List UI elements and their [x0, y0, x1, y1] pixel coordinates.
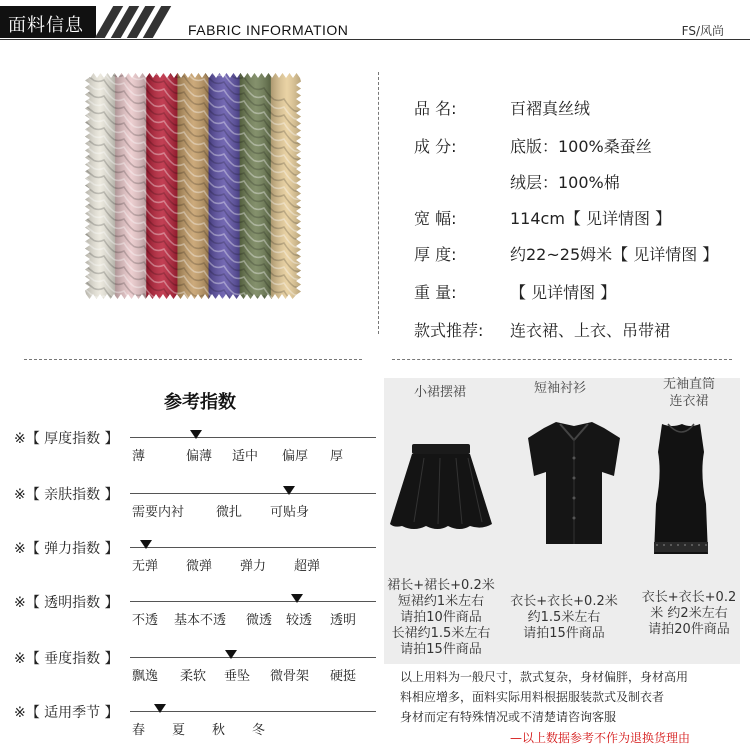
index-option: 需要内衬	[132, 505, 185, 520]
index-marker-icon	[283, 486, 295, 495]
index-row	[14, 648, 364, 688]
info-value: 绒层：100%棉	[510, 173, 620, 192]
info-label: 厚 度:	[414, 245, 457, 264]
note-line: 衣长+衣长+0.2米	[510, 594, 618, 609]
index-option: 柔软	[180, 669, 207, 684]
horizontal-divider	[24, 359, 362, 360]
index-option: 春	[132, 723, 146, 738]
index-label: ※【 垂度指数 】	[14, 651, 119, 667]
index-marker-icon	[190, 430, 202, 439]
garment-title-dress	[644, 376, 734, 410]
note-line: 约1.5米左右	[527, 610, 601, 625]
index-option: 薄	[132, 449, 146, 464]
index-option: 基本不透	[174, 613, 227, 628]
note-line: 请拍15件商品	[400, 642, 482, 657]
info-value: 【 见详情图 】	[510, 283, 617, 302]
index-option: 无弹	[132, 559, 159, 574]
fabric-strip-shade	[115, 72, 147, 300]
info-label: 款式推荐:	[414, 321, 484, 340]
index-option: 微弹	[186, 559, 213, 574]
garment-title-line: 连衣裙	[669, 394, 709, 409]
info-label: 成 分:	[414, 137, 457, 156]
index-scale-line	[130, 601, 376, 602]
index-option: 秋	[212, 723, 226, 738]
index-option: 偏薄	[186, 449, 213, 464]
index-option: 较透	[286, 613, 313, 628]
index-marker-icon	[291, 594, 303, 603]
index-option: 偏厚	[282, 449, 309, 464]
index-option: 夏	[172, 723, 186, 738]
note-line: 料相应增多，面料实际用料根据服装款式及制衣者	[400, 690, 665, 704]
info-label: 重 量:	[414, 283, 457, 302]
index-label: ※【 弹力指数 】	[14, 541, 119, 557]
reference-title: 参考指数	[164, 392, 236, 413]
fabric-strip-shade	[177, 72, 209, 300]
warning-note: —以上数据参考不作为退换货理由	[510, 731, 691, 745]
index-option: 可贴身	[270, 505, 310, 520]
index-scale-line	[130, 657, 376, 658]
fabric-swatch-image	[84, 72, 302, 300]
skirt-icon	[390, 444, 492, 529]
garment-note-shirt	[506, 594, 622, 642]
info-value: 约22~25姆米【 见详情图 】	[510, 245, 719, 264]
garment-title-line: 无袖直筒	[662, 377, 715, 392]
info-value: 114cm【 见详情图 】	[510, 209, 672, 228]
note-line: 请拍10件商品	[400, 610, 482, 625]
index-scale-line	[130, 493, 376, 494]
index-row	[14, 702, 364, 742]
info-value: 百褶真丝绒	[510, 99, 591, 118]
index-row	[14, 592, 364, 632]
header-subtitle: FABRIC INFORMATION	[188, 22, 349, 38]
garment-note-dress	[634, 590, 744, 638]
index-option: 垂坠	[224, 669, 251, 684]
note-line: 长裙约1.5米左右	[391, 626, 491, 641]
index-option: 微骨架	[270, 669, 310, 684]
shirt-icon	[528, 422, 620, 544]
index-label: ※【 透明指数 】	[14, 595, 119, 611]
index-option: 厚	[330, 449, 344, 464]
index-row	[14, 428, 364, 468]
dress-icon	[654, 424, 709, 554]
index-label: ※【 适用季节 】	[14, 705, 119, 721]
note-line: 短裙约1米左右	[397, 594, 485, 609]
horizontal-divider	[392, 359, 732, 360]
index-option: 透明	[330, 613, 357, 628]
note-line: 以上用料为一般尺寸，款式复杂，身材偏胖，身材高用	[400, 670, 689, 684]
info-label: 宽 幅:	[414, 209, 457, 228]
header	[0, 0, 750, 44]
index-option: 不透	[132, 613, 159, 628]
index-option: 冬	[252, 723, 266, 738]
header-title: 面料信息	[8, 15, 84, 36]
header-brand: FS/风尚	[681, 24, 724, 38]
header-divider	[0, 39, 750, 40]
index-option: 适中	[232, 449, 259, 464]
garment-title-shirt: 短袖衬衫	[533, 381, 586, 396]
vertical-divider	[378, 72, 379, 334]
fabric-strip-shade	[271, 72, 302, 300]
index-option: 微透	[246, 613, 273, 628]
index-scale-line	[130, 547, 376, 548]
note-line: 衣长+衣长+0.2	[641, 590, 737, 605]
index-marker-icon	[225, 650, 237, 659]
index-row	[14, 484, 364, 524]
garment-title-skirt: 小裙摆裙	[413, 385, 466, 400]
garment-illustrations	[384, 414, 740, 574]
info-label: 品 名:	[414, 99, 457, 118]
note-line: 请拍20件商品	[648, 622, 730, 637]
note-line: 米 约2米左右	[650, 606, 728, 621]
index-marker-icon	[140, 540, 152, 549]
index-scale-line	[130, 711, 376, 712]
index-option: 超弹	[294, 559, 321, 574]
garment-note-skirt	[386, 578, 496, 658]
note-line: 身材而定有特殊情况或不清楚请咨询客服	[400, 710, 617, 724]
index-row	[14, 538, 364, 578]
info-value: 连衣裙、上衣、吊带裙	[510, 321, 671, 340]
note-line: 裙长+裙长+0.2米	[387, 578, 495, 593]
index-label: ※【 亲肤指数 】	[14, 487, 119, 503]
index-label: ※【 厚度指数 】	[14, 431, 119, 447]
index-scale-line	[130, 437, 376, 438]
index-option: 弹力	[240, 559, 267, 574]
index-option: 飘逸	[132, 669, 159, 684]
index-option: 微扎	[216, 505, 243, 520]
index-marker-icon	[154, 704, 166, 713]
info-value: 底版：100%桑蚕丝	[510, 137, 652, 156]
note-line: 请拍15件商品	[523, 626, 605, 641]
index-option: 硬挺	[330, 669, 357, 684]
